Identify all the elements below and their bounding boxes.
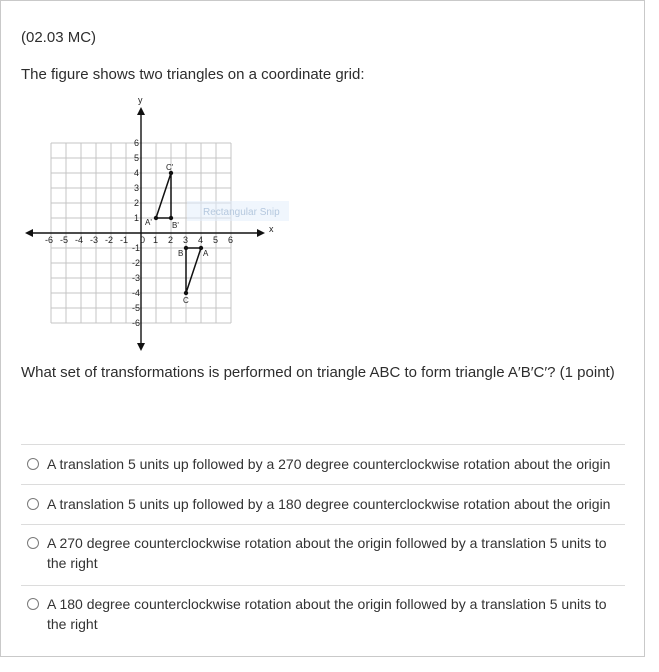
coordinate-grid (19, 93, 289, 355)
point (154, 216, 158, 220)
prompt-text: The figure shows two triangles on a coordinate grid: (21, 66, 365, 83)
x-axis-arrow-left (25, 229, 33, 237)
points (145, 163, 209, 305)
y-axis-label: y (138, 95, 143, 105)
y-tick-label: -2 (132, 258, 141, 268)
question-id: (02.03 MC) (21, 29, 97, 46)
triangle (186, 248, 201, 293)
choice-label: A 180 degree counterclockwise rotation about the origin followed by a translation 5 units to the right (47, 596, 607, 632)
x-tick-label: 0 (140, 235, 146, 245)
snip-overlay (187, 201, 289, 221)
y-tick-label: 1 (134, 213, 140, 223)
choice-1[interactable] (21, 444, 625, 484)
x-tick-label: 4 (198, 235, 204, 245)
answer-choices (21, 444, 625, 646)
radio-button-icon[interactable] (27, 498, 39, 510)
choice-3[interactable] (21, 524, 625, 585)
snip-overlay-text: Rectangular Snip (203, 207, 280, 218)
choice-label: A translation 5 units up followed by a 270 degree counterclockwise rotation about the origin (47, 456, 611, 472)
radio-button-icon[interactable] (27, 598, 39, 610)
x-tick-label: 6 (228, 235, 234, 245)
triangle (156, 173, 171, 218)
y-tick-label: -1 (132, 243, 141, 253)
y-tick-label: 5 (134, 153, 140, 163)
x-tick-label: -5 (60, 235, 69, 245)
point-label: C' (166, 163, 174, 172)
y-tick-label: 4 (134, 168, 140, 178)
y-tick-label: -5 (132, 303, 141, 313)
x-tick-label: -4 (75, 235, 84, 245)
y-axis-arrow-up (137, 107, 145, 115)
choice-4[interactable] (21, 585, 625, 646)
point (169, 216, 173, 220)
y-tick-label: 2 (134, 198, 140, 208)
y-axis-arrow-down (137, 343, 145, 351)
x-tick-label: -1 (120, 235, 129, 245)
point-label: C (183, 296, 189, 305)
radio-button-icon[interactable] (27, 458, 39, 470)
choice-label: A translation 5 units up followed by a 180 degree counterclockwise rotation about the origin (47, 496, 611, 512)
point-label: A' (145, 218, 152, 227)
coordinate-grid-figure (19, 93, 289, 360)
x-axis-label: x (269, 224, 274, 234)
point-label: A (203, 249, 209, 258)
point-label: B' (172, 221, 179, 230)
point (184, 291, 188, 295)
question-text: What set of transformations is performed on triangle ABC to form triangle A′B′C′? (1 point) (21, 364, 615, 381)
point (184, 246, 188, 250)
x-axis-arrow-right (257, 229, 265, 237)
choice-2[interactable] (21, 484, 625, 524)
x-tick-label: -3 (90, 235, 99, 245)
x-tick-label: 1 (153, 235, 159, 245)
y-tick-label: -4 (132, 288, 141, 298)
y-tick-label: 6 (134, 138, 140, 148)
x-tick-label: 3 (183, 235, 189, 245)
x-tick-label: 5 (213, 235, 219, 245)
x-tick-label: -2 (105, 235, 114, 245)
x-tick-label: -6 (45, 235, 54, 245)
radio-button-icon[interactable] (27, 537, 39, 549)
x-tick-label: 2 (168, 235, 174, 245)
point-label: B (178, 249, 184, 258)
y-tick-label: -6 (132, 318, 141, 328)
y-tick-label: 3 (134, 183, 140, 193)
choice-label: A 270 degree counterclockwise rotation about the origin followed by a translation 5 units to the right (47, 535, 607, 571)
y-tick-label: -3 (132, 273, 141, 283)
